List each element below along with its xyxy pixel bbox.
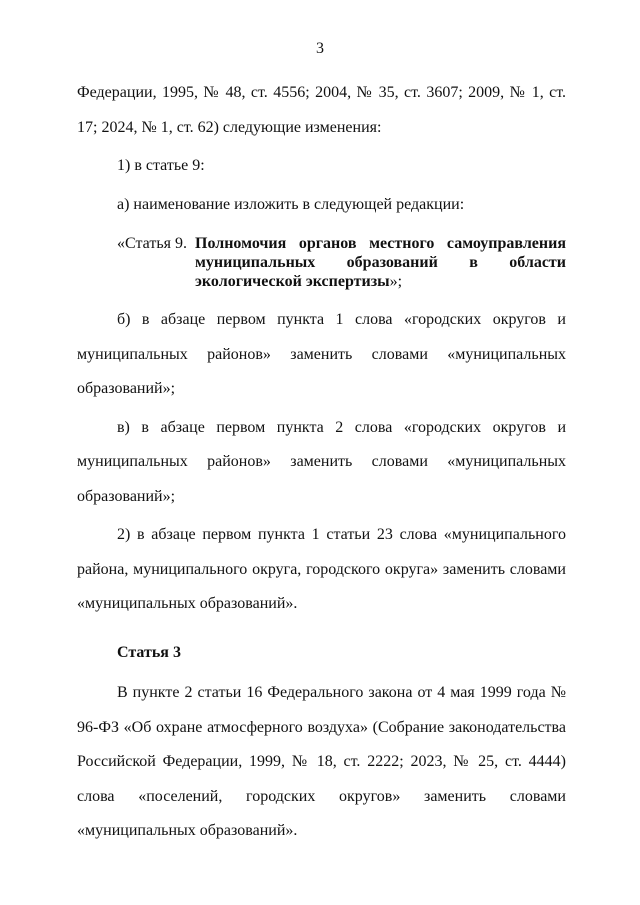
item-a: а) наименование изложить в следующей редакции:: [117, 195, 465, 213]
document-body: [77, 76, 566, 853]
item-v: в) в абзаце первом пункта 2 слова «городских округов и муниципальных районов» заменить словами «муниципальных образований»;: [77, 418, 566, 505]
article-3-text: В пункте 2 статьи 16 Федерального закона от 4 мая 1999 года № 96-ФЗ «Об охране атмосферного воздуха» (Собрание законодательства Российской Федерации, 1999, № 18, ст. 2222; 2023, № 25, ст. 4444) слова «поселений, городских округов» заменить словами «муниципальных образований».: [77, 684, 566, 839]
item-b: б) в абзаце первом пункта 1 слова «городских округов и муниципальных районов» заменить словами «муниципальных образований»;: [77, 311, 566, 397]
heading-label: «Статья 9.: [117, 235, 187, 252]
heading-tail: »;: [389, 273, 403, 290]
article-3-title: Статья 3: [117, 643, 181, 661]
heading-text: Полномочия органов местного самоуправления муниципальных образований в области экологической экспертизы: [195, 235, 566, 290]
heading-text-wrapper: [195, 234, 566, 291]
item-2: 2) в абзаце первом пункта 1 статьи 23 слова «муниципального района, муниципального округа, городского округа» заменить словами «муниципальных образований».: [77, 526, 566, 612]
page-number: 3: [316, 40, 324, 57]
intro-paragraph: Федерации, 1995, № 48, ст. 4556; 2004, № 35, ст. 3607; 2009, № 1, ст. 17; 2024, № 1, ст. 62) следующие изменения:: [77, 84, 566, 136]
item-1: 1) в статье 9:: [117, 157, 205, 174]
article-9-new-heading: [117, 226, 566, 299]
